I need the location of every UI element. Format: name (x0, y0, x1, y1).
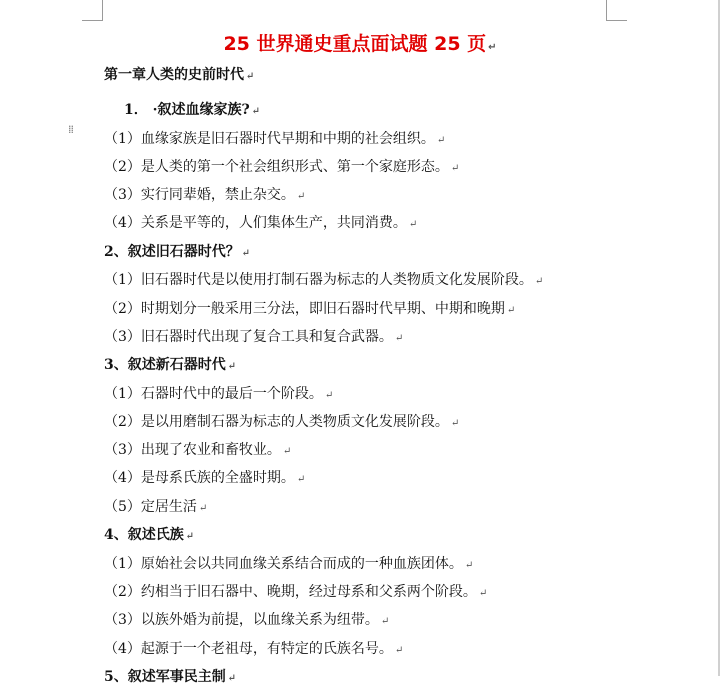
answer-item[interactable]: （2）约相当于旧石器中、晚期，经过母系和父系两个阶段。 ↵ (104, 584, 488, 600)
document-title[interactable]: 25 世界通史重点面试题 25 页 ↵ (223, 33, 497, 55)
answer-item[interactable]: （3）出现了农业和畜牧业。 ↵ (104, 442, 292, 458)
move-handle-icon[interactable]: ⁞⁞ (68, 123, 73, 136)
answer-item[interactable]: （1）旧石器时代是以使用打制石器为标志的人类物质文化发展阶段。 ↵ (104, 272, 544, 288)
answer-item[interactable]: （4）是母系氏族的全盛时期。 ↵ (104, 470, 306, 486)
answer-item[interactable]: （1）血缘家族是旧石器时代早期和中期的社会组织。 ↵ (104, 131, 446, 147)
question-heading[interactable]: 2、叙述旧石器时代？ ↵ (104, 244, 251, 260)
answer-item[interactable]: （2）时期划分一般采用三分法，即旧石器时代早期、中期和晚期 ↵ (104, 301, 516, 317)
answer-item[interactable]: （2）是以用磨制石器为标志的人类物质文化发展阶段。 ↵ (104, 414, 460, 430)
answer-item[interactable]: （4）起源于一个老祖母，有特定的氏族名号。 ↵ (104, 641, 404, 657)
question-heading[interactable]: 1． ·叙述血缘家族? ↵ (124, 102, 261, 118)
chapter-heading[interactable]: 第一章人类的史前时代 ↵ (104, 67, 255, 83)
answer-item[interactable]: （1）石器时代中的最后一个阶段。 ↵ (104, 386, 334, 402)
answer-item[interactable]: （5）定居生活 ↵ (104, 499, 208, 515)
question-heading[interactable]: 5、叙述军事民主制 ↵ (104, 669, 237, 685)
page-corner-mark-top-right (606, 0, 627, 21)
answer-item[interactable]: （2）是人类的第一个社会组织形式、第一个家庭形态。 ↵ (104, 159, 460, 175)
answer-item[interactable]: （3）实行同辈婚，禁止杂交。 ↵ (104, 187, 306, 203)
answer-item[interactable]: （3）以族外婚为前提，以血缘关系为纽带。 ↵ (104, 612, 390, 628)
answer-item[interactable]: （4）关系是平等的，人们集体生产，共同消费。 ↵ (104, 215, 418, 231)
answer-item[interactable]: （1）原始社会以共同血缘关系结合而成的一种血族团体。 ↵ (104, 556, 474, 572)
answer-item[interactable]: （3）旧石器时代出现了复合工具和复合武器。 ↵ (104, 329, 404, 345)
page-corner-mark-top-left (82, 0, 103, 21)
question-heading[interactable]: 3、叙述新石器时代 ↵ (104, 357, 237, 373)
question-heading[interactable]: 4、叙述氏族 ↵ (104, 527, 195, 543)
